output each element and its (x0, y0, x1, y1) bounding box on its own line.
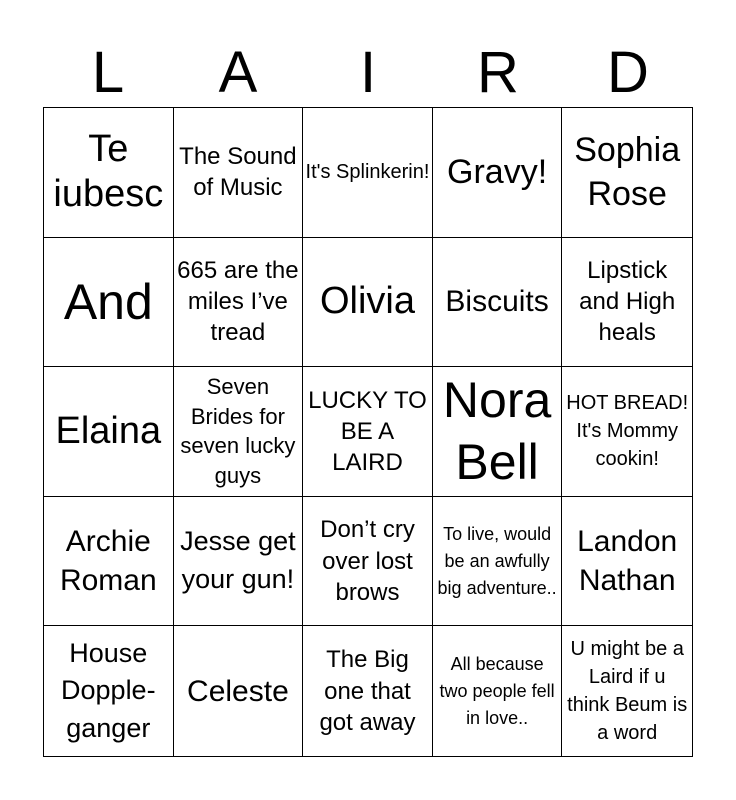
bingo-cell[interactable] (562, 238, 692, 368)
cell-text: HOT BREAD! It's Mommy cookin! (566, 392, 689, 471)
bingo-header (43, 40, 693, 106)
bingo-board (43, 107, 693, 757)
cell-text: Jesse get your gun! (180, 526, 296, 595)
bingo-cell[interactable] (44, 108, 174, 238)
bingo-cell[interactable] (433, 626, 563, 756)
cell-text: All because two people fell in love.. (439, 653, 555, 728)
cell-text: Celeste (187, 674, 289, 708)
cell-text: Olivia (319, 280, 415, 323)
cell-text: Te iubesc (53, 127, 164, 216)
cell-text: U might be a Laird if u think Beum is a word (567, 638, 688, 745)
header-letter-l: L (91, 40, 125, 105)
cell-text: And (63, 273, 153, 330)
cell-text: It's Splinkerin! (305, 161, 430, 184)
cell-text: 665 are the miles I’ve tread (177, 257, 299, 347)
bingo-cell[interactable] (174, 108, 304, 238)
cell-text: LUCKY TO BE A LAIRD (308, 386, 427, 477)
header-letter-d: D (607, 40, 649, 105)
cell-text: Gravy! (447, 153, 548, 192)
bingo-cell[interactable] (44, 367, 174, 497)
bingo-cell[interactable] (562, 108, 692, 238)
bingo-cell[interactable] (433, 367, 563, 497)
cell-text: Archie Roman (59, 525, 157, 598)
cell-text: The Big one that got away (319, 646, 416, 736)
bingo-cell[interactable] (433, 238, 563, 368)
bingo-cell[interactable] (174, 238, 304, 368)
bingo-cell[interactable] (174, 497, 304, 627)
cell-text: Elaina (55, 409, 162, 452)
bingo-cell[interactable] (433, 108, 563, 238)
cell-text: Don’t cry over lost brows (320, 516, 415, 606)
bingo-cell[interactable] (562, 367, 692, 497)
cell-text: Landon Nathan (577, 525, 678, 598)
bingo-cell[interactable] (174, 626, 304, 756)
header-letter-a: A (218, 40, 258, 105)
cell-text: Lipstick and High heals (579, 257, 676, 347)
bingo-cell[interactable] (562, 626, 692, 756)
cell-text: Biscuits (445, 285, 549, 319)
cell-text: Nora Bell (442, 371, 552, 491)
bingo-cell[interactable] (433, 497, 563, 627)
bingo-cell[interactable] (303, 238, 433, 368)
header-letter-i: I (359, 40, 377, 105)
bingo-cell[interactable] (174, 367, 304, 497)
bingo-cell[interactable] (303, 108, 433, 238)
bingo-cell[interactable] (44, 626, 174, 756)
bingo-cell[interactable] (562, 497, 692, 627)
bingo-cell[interactable] (303, 626, 433, 756)
cell-text: Seven Brides for seven lucky guys (180, 374, 296, 489)
bingo-cell[interactable] (303, 497, 433, 627)
bingo-cell[interactable] (44, 238, 174, 368)
bingo-cell[interactable] (303, 367, 433, 497)
cell-text: Sophia Rose (574, 131, 681, 214)
cell-text: House Dopple-ganger (61, 637, 156, 744)
bingo-cell[interactable] (44, 497, 174, 627)
cell-text: To live, would be an awfully big adventure.. (437, 523, 557, 598)
cell-text: The Sound of Music (179, 143, 297, 202)
header-letter-r: R (477, 40, 519, 105)
